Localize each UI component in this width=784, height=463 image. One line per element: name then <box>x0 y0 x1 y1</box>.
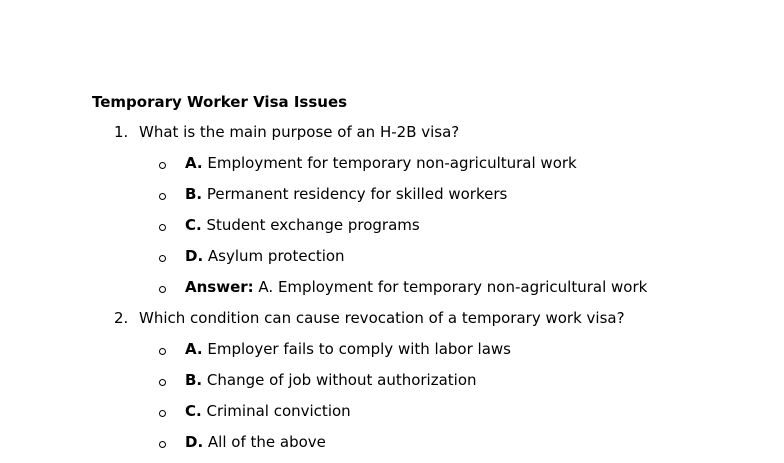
hollow-bullet-icon <box>159 284 167 292</box>
answer-content <box>185 277 647 297</box>
hollow-bullet-icon <box>159 377 167 385</box>
answer-label: Answer: <box>185 278 254 296</box>
option-key: A. <box>185 154 203 172</box>
option-item <box>0 184 784 215</box>
question-1 <box>0 122 784 308</box>
hollow-bullet-icon <box>159 408 167 416</box>
option-text: Student exchange programs <box>201 216 420 234</box>
question-row <box>0 308 784 339</box>
option-item <box>0 339 784 370</box>
question-number: 1. <box>114 123 129 141</box>
hollow-bullet-icon <box>159 160 167 168</box>
option-key: A. <box>185 340 203 358</box>
document-title: Temporary Worker Visa Issues <box>92 93 348 111</box>
option-item <box>0 215 784 246</box>
option-content <box>185 184 507 204</box>
answer-item <box>0 277 784 308</box>
hollow-bullet-icon <box>159 222 167 230</box>
option-key: B. <box>185 371 203 389</box>
option-text: Employer fails to comply with labor laws <box>202 340 511 358</box>
option-text: Permanent residency for skilled workers <box>202 185 508 203</box>
option-content <box>185 339 511 359</box>
option-text: Change of job without authorization <box>202 371 477 389</box>
option-text: All of the above <box>203 433 326 451</box>
question-row <box>0 122 784 153</box>
option-item <box>0 432 784 463</box>
hollow-bullet-icon <box>159 253 167 261</box>
option-key: C. <box>185 216 202 234</box>
option-content <box>185 153 577 173</box>
option-text: Employment for temporary non-agricultural work <box>202 154 577 172</box>
option-item <box>0 370 784 401</box>
option-item <box>0 153 784 184</box>
option-content <box>185 401 351 421</box>
option-list <box>0 339 784 463</box>
option-content <box>185 432 326 452</box>
question-number: 2. <box>114 309 129 327</box>
option-content <box>185 370 477 390</box>
hollow-bullet-icon <box>159 191 167 199</box>
question-list <box>0 122 784 463</box>
option-text: Asylum protection <box>203 247 345 265</box>
option-key: B. <box>185 185 203 203</box>
question-text: Which condition can cause revocation of a temporary work visa? <box>139 309 625 327</box>
option-key: D. <box>185 247 204 265</box>
question-text: What is the main purpose of an H-2B visa? <box>139 123 460 141</box>
question-2 <box>0 308 784 463</box>
option-content <box>185 246 345 266</box>
option-list <box>0 153 784 308</box>
option-item <box>0 246 784 277</box>
answer-text: A. Employment for temporary non-agricultural work <box>253 278 648 296</box>
option-text: Criminal conviction <box>201 402 351 420</box>
option-key: C. <box>185 402 202 420</box>
hollow-bullet-icon <box>159 346 167 354</box>
option-item <box>0 401 784 432</box>
option-content <box>185 215 420 235</box>
option-key: D. <box>185 433 204 451</box>
hollow-bullet-icon <box>159 439 167 447</box>
